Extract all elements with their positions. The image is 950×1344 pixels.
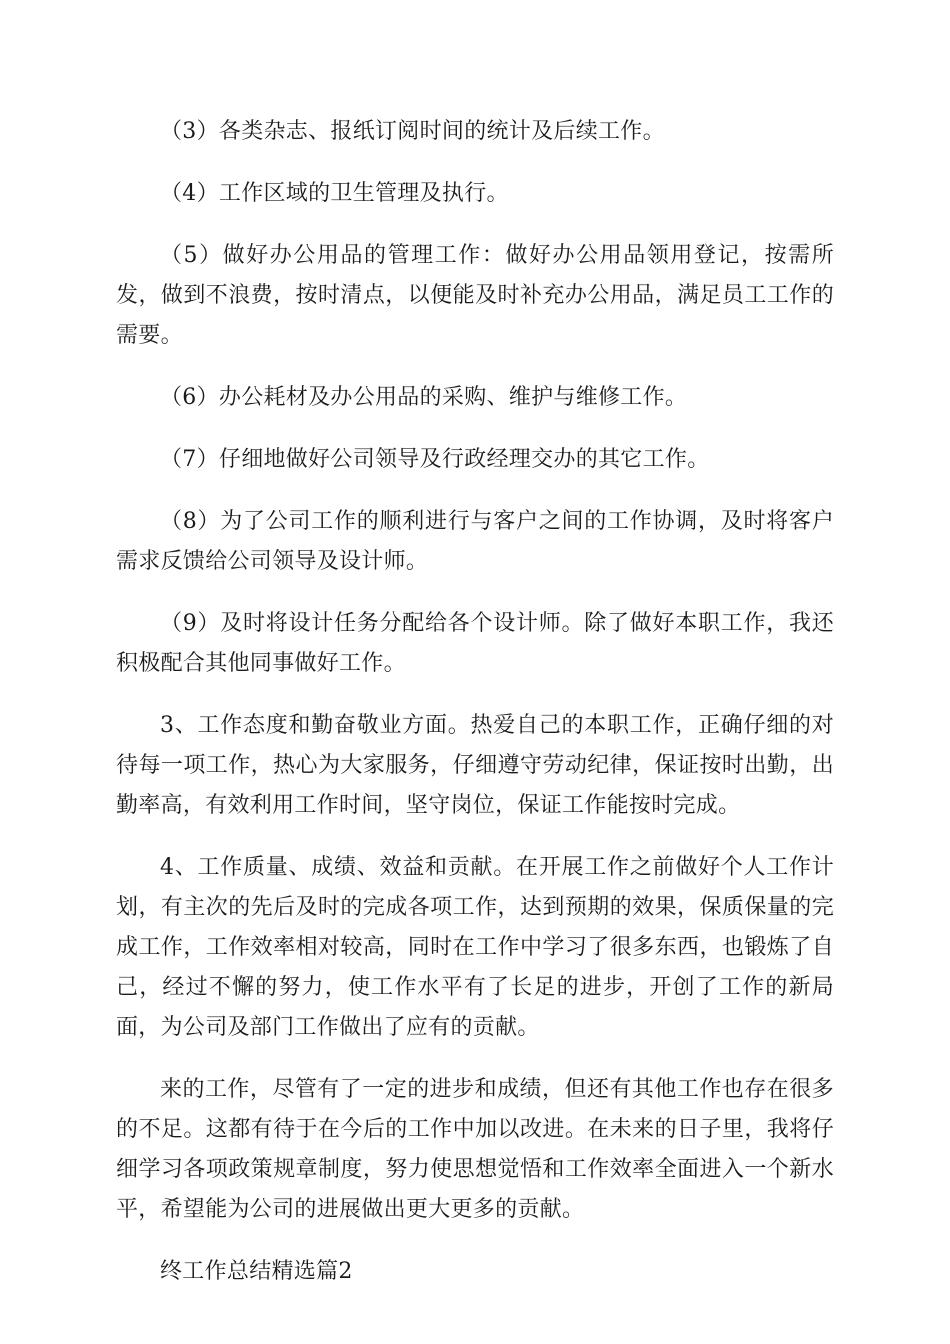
paragraph-item-5: （5）做好办公用品的管理工作：做好办公用品领用登记，按需所发，做到不浪费，按时清点，以便能及时补充办公用品，满足员工工作的需要。 (116, 243, 834, 348)
paragraph-item-3: （3）各类杂志、报纸订阅时间的统计及后续工作。 (160, 119, 665, 144)
section-heading: 终工作总结精选篇2 (160, 1259, 353, 1284)
paragraph-work-attitude: 3、工作态度和勤奋敬业方面。热爱自己的本职工作，正确仔细的对待每一项工作，热心为大家服务，仔细遵守劳动纪律，保证按时出勤，出勤率高，有效利用工作时间，坚守岗位，保证工作能按时完成。 (116, 713, 834, 818)
paragraph-item-8: （8）为了公司工作的顺利进行与客户之间的工作协调，及时将客户需求反馈给公司领导及设计师。 (116, 509, 834, 574)
paragraph-work-quality: 4、工作质量、成绩、效益和贡献。在开展工作之前做好个人工作计划，有主次的先后及时的完成各项工作，达到预期的效果，保质保量的完成工作，工作效率相对较高，同时在工作中学习了很多东西，也锻炼了自己，经过不懈的努力，使工作水平有了长足的进步，开创了工作的新局面，为公司及部门工作做出了应有的贡献。 (116, 855, 834, 1040)
paragraph-item-6: （6）办公耗材及办公用品的采购、维护与维修工作。 (160, 385, 688, 410)
paragraph-item-9: （9）及时将设计任务分配给各个设计师。除了做好本职工作，我还积极配合其他同事做好工作。 (116, 611, 834, 676)
document-body (116, 112, 834, 1314)
paragraph-item-7: （7）仔细地做好公司领导及行政经理交办的其它工作。 (160, 447, 710, 472)
paragraph-future-outlook: 来的工作，尽管有了一定的进步和成绩，但还有其他工作也存在很多的不足。这都有待于在今后的工作中加以改进。在未来的日子里，我将仔细学习各项政策规章制度，努力使思想觉悟和工作效率全面进入一个新水平，希望能为公司的进展做出更大更多的贡献。 (116, 1077, 834, 1222)
paragraph-item-4: （4）工作区域的卫生管理及执行。 (160, 181, 509, 206)
